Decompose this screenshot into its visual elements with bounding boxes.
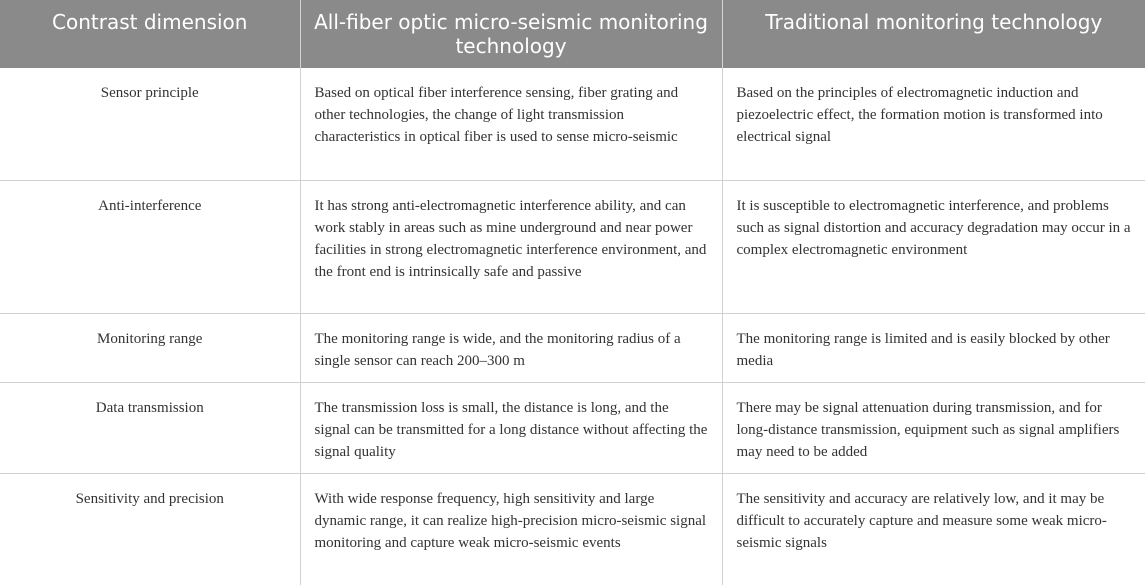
dimension-cell: Data transmission [0,382,300,473]
table-row [0,68,1145,180]
table-row [0,180,1145,313]
traditional-cell: Based on the principles of electromagnetic induction and piezoelectric effect, the formation motion is transformed into electrical signal [722,68,1145,180]
fiber-cell: It has strong anti-electromagnetic interference ability, and can work stably in areas such as mine underground and near power facilities in strong electromagnetic interference environment, and the front end is intrinsically safe and passive [300,180,722,313]
table-body [0,68,1145,585]
header-traditional-technology: Traditional monitoring technology [722,0,1145,68]
header-contrast-dimension: Contrast dimension [0,0,300,68]
traditional-cell: There may be signal attenuation during transmission, and for long-distance transmission, equipment such as signal amplifiers may need to be added [722,382,1145,473]
traditional-cell: The monitoring range is limited and is easily blocked by other media [722,313,1145,382]
dimension-cell: Sensitivity and precision [0,473,300,585]
table-row [0,313,1145,382]
fiber-cell: With wide response frequency, high sensitivity and large dynamic range, it can realize high-precision micro-seismic signal monitoring and capture weak micro-seismic events [300,473,722,585]
traditional-cell: It is susceptible to electromagnetic interference, and problems such as signal distortion and accuracy degradation may occur in a complex electromagnetic environment [722,180,1145,313]
table-header [0,0,1145,68]
header-row [0,0,1145,68]
table-row [0,473,1145,585]
fiber-cell: The transmission loss is small, the distance is long, and the signal can be transmitted for a long distance without affecting the signal quality [300,382,722,473]
dimension-cell: Monitoring range [0,313,300,382]
fiber-cell: Based on optical fiber interference sensing, fiber grating and other technologies, the change of light transmission characteristics in optical fiber is used to sense micro-seismic [300,68,722,180]
table-row [0,382,1145,473]
dimension-cell: Anti-interference [0,180,300,313]
fiber-cell: The monitoring range is wide, and the monitoring radius of a single sensor can reach 200–300 m [300,313,722,382]
header-fiber-optic-technology: All-fiber optic micro-seismic monitoring technology [300,0,722,68]
dimension-cell: Sensor principle [0,68,300,180]
traditional-cell: The sensitivity and accuracy are relatively low, and it may be difficult to accurately capture and measure some weak micro-seismic signals [736,490,1107,551]
